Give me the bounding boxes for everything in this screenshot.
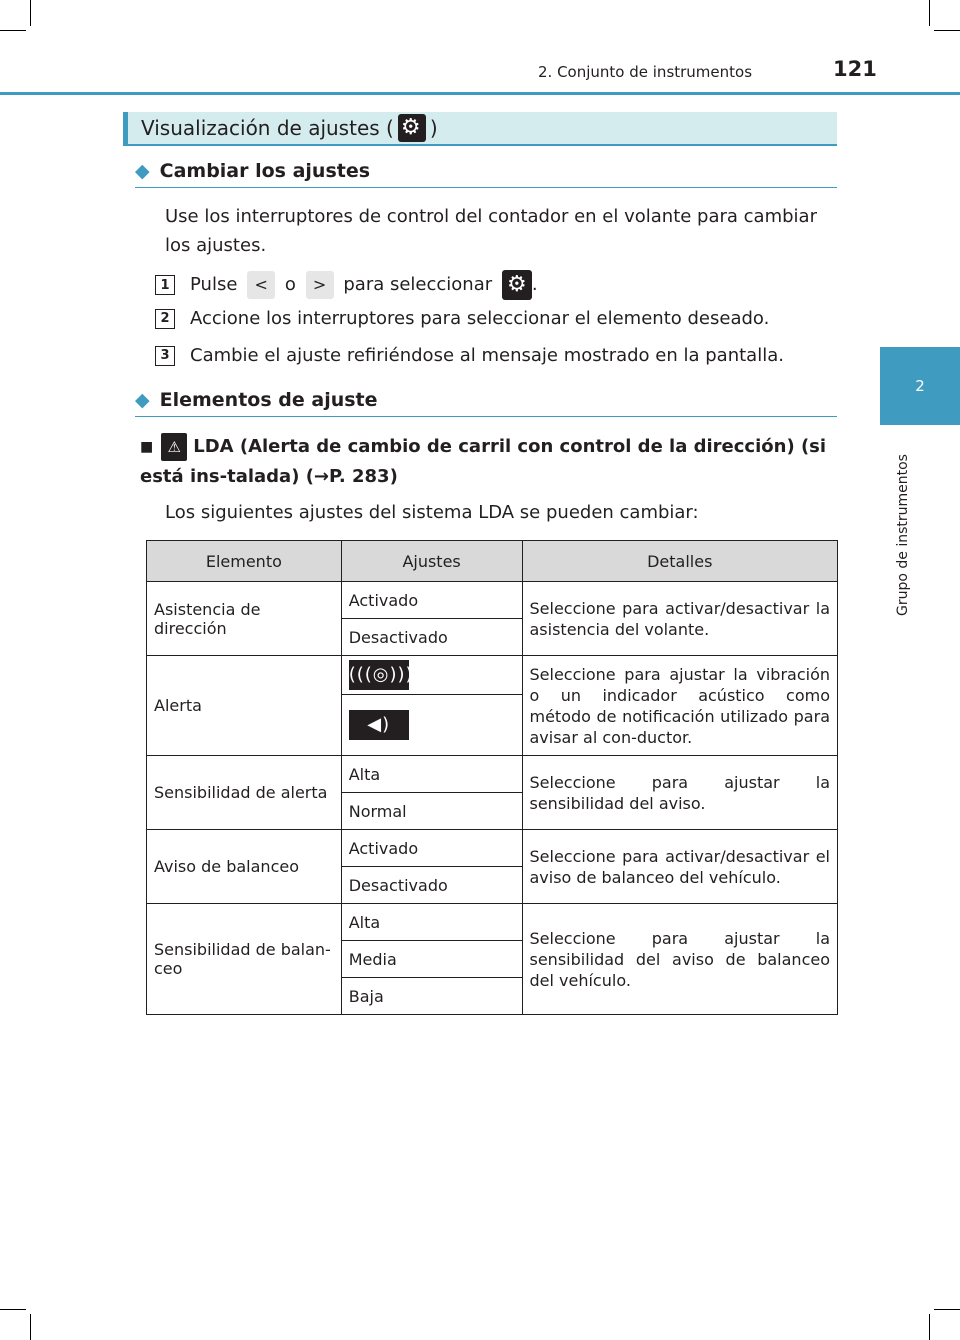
detail-cell: Seleccione para ajustar la sensibilidad del aviso de balanceo del vehículo. — [522, 904, 838, 1015]
setting-cell: Alta — [341, 756, 522, 793]
detail-cell: Seleccione para ajustar la sensibilidad del aviso. — [522, 756, 838, 830]
step-3 — [155, 345, 784, 366]
setting-cell: Alta — [341, 904, 522, 941]
section-title-suffix: ) — [429, 116, 438, 140]
table-row — [147, 582, 838, 619]
crop-mark — [929, 0, 930, 26]
element-cell: Alerta — [147, 656, 342, 756]
subheading-setting-items: ◆ Elementos de ajuste — [135, 389, 837, 417]
crop-mark — [0, 1309, 26, 1310]
step-2 — [155, 308, 769, 329]
setting-cell: Normal — [341, 793, 522, 830]
crop-mark — [30, 1314, 31, 1340]
element-cell: Sensibilidad de alerta — [147, 756, 342, 830]
setting-cell: Desactivado — [341, 619, 522, 656]
diamond-bullet-icon: ◆ — [135, 160, 150, 182]
subheading-change-settings: ◆ Cambiar los ajustes — [135, 160, 837, 188]
step-1 — [155, 270, 538, 300]
setting-cell: Activado — [341, 582, 522, 619]
table-row — [147, 904, 838, 941]
chapter-title: 2. Conjunto de instrumentos — [538, 63, 753, 81]
chapter-tab — [880, 347, 960, 425]
settings-gear-icon — [398, 114, 426, 142]
section-title — [123, 112, 837, 146]
step-number: 2 — [155, 309, 175, 329]
chapter-tab-number: 2 — [915, 377, 925, 395]
setting-cell: Baja — [341, 978, 522, 1015]
step-text: Accione los interruptores para seleccionar el elemento deseado. — [190, 308, 770, 329]
left-arrow-icon: < — [247, 271, 275, 299]
crop-mark — [934, 1309, 960, 1310]
step-number: 1 — [155, 275, 175, 295]
table-header: Detalles — [522, 541, 838, 582]
steering-vibration-icon: (((◎))) — [349, 660, 409, 690]
setting-cell: Activado — [341, 830, 522, 867]
element-cell: Sensibilidad de balan-ceo — [147, 904, 342, 1015]
step-number: 3 — [155, 346, 175, 366]
table-row — [147, 756, 838, 793]
detail-cell: Seleccione para activar/desactivar el aviso de balanceo del vehículo. — [522, 830, 838, 904]
table-row — [147, 830, 838, 867]
table-row — [147, 656, 838, 695]
detail-cell: Seleccione para activar/desactivar la asistencia del volante. — [522, 582, 838, 656]
change-settings-intro: Use los interruptores de control del contador en el volante para cambiar los ajustes. — [165, 206, 817, 256]
header-rule — [0, 92, 960, 95]
settings-gear-icon: ⚙ — [502, 270, 532, 300]
step-text: Pulse < o > para seleccionar ⚙ . — [190, 270, 538, 300]
right-arrow-icon: > — [306, 271, 334, 299]
section-title-prefix: Visualización de ajustes ( — [141, 116, 394, 140]
element-cell: Asistencia de dirección — [147, 582, 342, 656]
lda-heading: ■ ⚠ LDA (Alerta de cambio de carril con control de la dirección) (si está ins-talada) (→P. 283) — [140, 432, 837, 491]
table-header-row — [147, 541, 838, 582]
settings-table — [146, 540, 838, 1015]
lda-intro: Los siguientes ajustes del sistema LDA se pueden cambiar: — [165, 502, 699, 523]
crop-mark — [0, 30, 26, 31]
step-text: Cambie el ajuste refiriéndose al mensaje mostrado en la pantalla. — [190, 345, 784, 366]
setting-cell — [341, 695, 522, 756]
crop-mark — [934, 30, 960, 31]
setting-cell: Media — [341, 941, 522, 978]
diamond-bullet-icon: ◆ — [135, 389, 150, 411]
square-bullet-icon: ■ — [140, 438, 154, 455]
setting-cell — [341, 656, 522, 695]
crop-mark — [30, 0, 31, 26]
element-cell: Aviso de balanceo — [147, 830, 342, 904]
table-header: Ajustes — [341, 541, 522, 582]
page-number: 121 — [833, 57, 877, 81]
speaker-icon: ◀) — [349, 710, 409, 740]
setting-cell: Desactivado — [341, 867, 522, 904]
lda-icon: ⚠ — [161, 433, 187, 461]
detail-cell: Seleccione para ajustar la vibración o un indicador acústico como método de notificación utilizado para avisar al con-ductor. — [522, 656, 838, 756]
chapter-tab-label: Grupo de instrumentos — [895, 454, 911, 616]
crop-mark — [929, 1314, 930, 1340]
table-header: Elemento — [147, 541, 342, 582]
